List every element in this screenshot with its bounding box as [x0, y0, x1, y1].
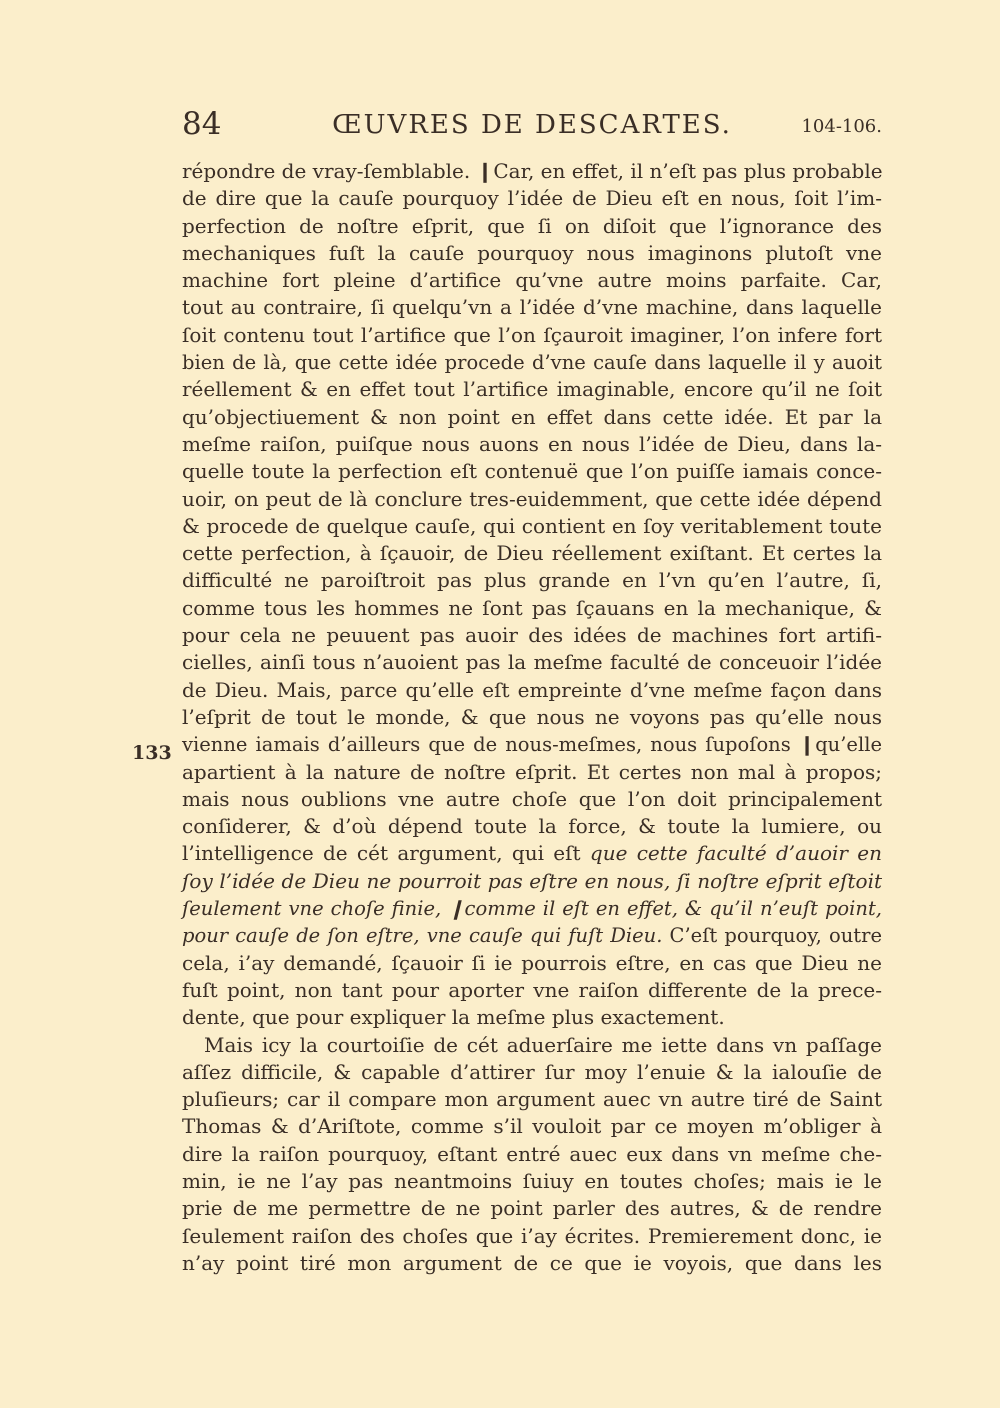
- text-line-mixed: [182, 840, 882, 867]
- text-line: aſſez difficile, & capable d’attirer ſur moy l’enuie & la ialouſie de: [182, 1059, 882, 1084]
- text-line-italic: ſoy l’idée de Dieu ne pourroit pas eſtre en nous, ſi noſtre eſprit eſtoit: [182, 868, 882, 893]
- text-line: cette perfection, à ſçauoir, de Dieu réellement exiſtant. Et certes la: [182, 541, 882, 566]
- text-line-italic: ſeulement vne choſe finie, ❙comme il eſt en effet, & qu’il n’euſt point,: [182, 897, 882, 921]
- text-line: conſiderer, & d’où dépend toute la force, & toute la lumiere, ou: [182, 814, 882, 839]
- page-range: 104-106.: [801, 116, 882, 137]
- text-line: réellement & en effet tout l’artifice imaginable, encore qu’il ne ſoit: [182, 377, 882, 402]
- text-line: meſme raiſon, puiſque nous auons en nous l’idée de Dieu, dans la-: [182, 431, 882, 456]
- text-line: pluſieurs; car il compare mon argument auec vn autre tiré de Saint: [182, 1087, 882, 1112]
- running-title: ŒUVRES DE DESCARTES.: [332, 110, 732, 140]
- text-line: ſoit contenu tout l’artifice que l’on ſçauroit imaginer, l’on infere fort: [182, 322, 882, 347]
- text-line: perfection de noſtre eſprit, que ſi on diſoit que l’ignorance des: [182, 213, 882, 238]
- text-line: difficulté ne paroiſtroit pas plus grande en l’vn qu’en l’autre, ſi,: [182, 568, 882, 593]
- text-line: ſeulement raiſon des choſes que i’ay écrites. Premierement donc, ie: [182, 1223, 882, 1248]
- text-line-mixed: [182, 922, 882, 949]
- text-line: bien de là, que cette idée procede d’vne cauſe dans laquelle il y auoit: [182, 351, 882, 375]
- text-line: machine fort pleine d’artifice qu’vne autre moins parfaite. Car,: [182, 268, 882, 293]
- text-line: tout au contraire, ſi quelqu’vn a l’idée d’vne machine, dans laquelle: [182, 295, 882, 320]
- text-line: de Dieu. Mais, parce qu’elle eſt empreinte d’vne meſme façon dans: [182, 677, 882, 702]
- text-line: l’eſprit de tout le monde, & que nous ne voyons pas qu’elle nous: [182, 704, 882, 729]
- page-header: [182, 100, 882, 150]
- text-line: de dire que la cauſe pourquoy l’idée de Dieu eſt en nous, ſoit l’im-: [182, 186, 882, 211]
- text-line: apartient à la nature de noſtre eſprit. Et certes non mal à propos;: [182, 759, 882, 784]
- text-line: quelle toute la perfection eſt contenuë que l’on puiſſe iamais conce-: [182, 459, 882, 484]
- margin-reference-number: 133: [132, 742, 172, 764]
- text-line: répondre de vray-ſemblable. ❙Car, en effet, il n’eſt pas plus probable: [182, 159, 883, 183]
- text-line: comme tous les hommes ne ſont pas ſçauans en la mechanique, &: [182, 595, 882, 620]
- roman-run: l’intelligence de cét argument, qui eſt: [182, 841, 590, 866]
- text-line: prie de me permettre de ne point parler des autres, & de rendre: [182, 1196, 882, 1221]
- text-line: mais nous oublions vne autre choſe que l’on doit principalement: [182, 786, 882, 811]
- text-line: min, ie ne l’ay pas neantmoins ſuiuy en toutes choſes; mais ie le: [182, 1168, 882, 1193]
- roman-run: C’eſt pourquoy, outre: [662, 924, 882, 948]
- text-line: Thomas & d’Ariſtote, comme s’il vouloit par ce moyen m’obliger à: [182, 1114, 882, 1139]
- italic-run: pour cauſe de ſon eſtre, vne cauſe qui fuſt Dieu.: [182, 924, 663, 948]
- italic-run: que cette faculté d’auoir en: [589, 841, 882, 866]
- text-line: mechaniques fuſt la cauſe pourquoy nous imaginons plutoſt vne: [182, 240, 882, 265]
- page-number: 84: [182, 106, 222, 142]
- text-line: & procede de quelque cauſe, qui contient en ſoy veritablement toute: [182, 513, 882, 538]
- text-line: pour cela ne peuuent pas auoir des idées de machines fort artifi-: [182, 623, 882, 648]
- text-line: uoir, on peut de là conclure tres-euidemment, que cette idée dépend: [182, 486, 882, 511]
- text-line: cielles, ainſi tous n’auoient pas la meſme faculté de conceuoir l’idée: [182, 650, 882, 675]
- text-line: qu’objectiuement & non point en effet dans cette idée. Et par la: [182, 404, 882, 429]
- text-line: cela, i’ay demandé, ſçauoir ſi ie pourrois eſtre, en cas que Dieu ne: [182, 950, 882, 975]
- paragraph-first-line: Mais icy la courtoiſie de cét aduerſaire me iette dans vn paſſage: [204, 1032, 882, 1057]
- text-line: vienne iamais d’ailleurs que de nous-meſmes, nous ſupoſons ❙qu’elle: [182, 733, 882, 757]
- text-line: dente, que pour expliquer la meſme plus exactement.: [182, 1005, 725, 1030]
- text-line: fuſt point, non tant pour aporter vne raiſon differente de la prece-: [182, 977, 882, 1002]
- body-text: [182, 158, 882, 1277]
- text-line: dire la raiſon pourquoy, eſtant entré auec eux dans vn meſme che-: [182, 1141, 882, 1166]
- text-line: n’ay point tiré mon argument de ce que ie voyois, que dans les: [182, 1250, 882, 1275]
